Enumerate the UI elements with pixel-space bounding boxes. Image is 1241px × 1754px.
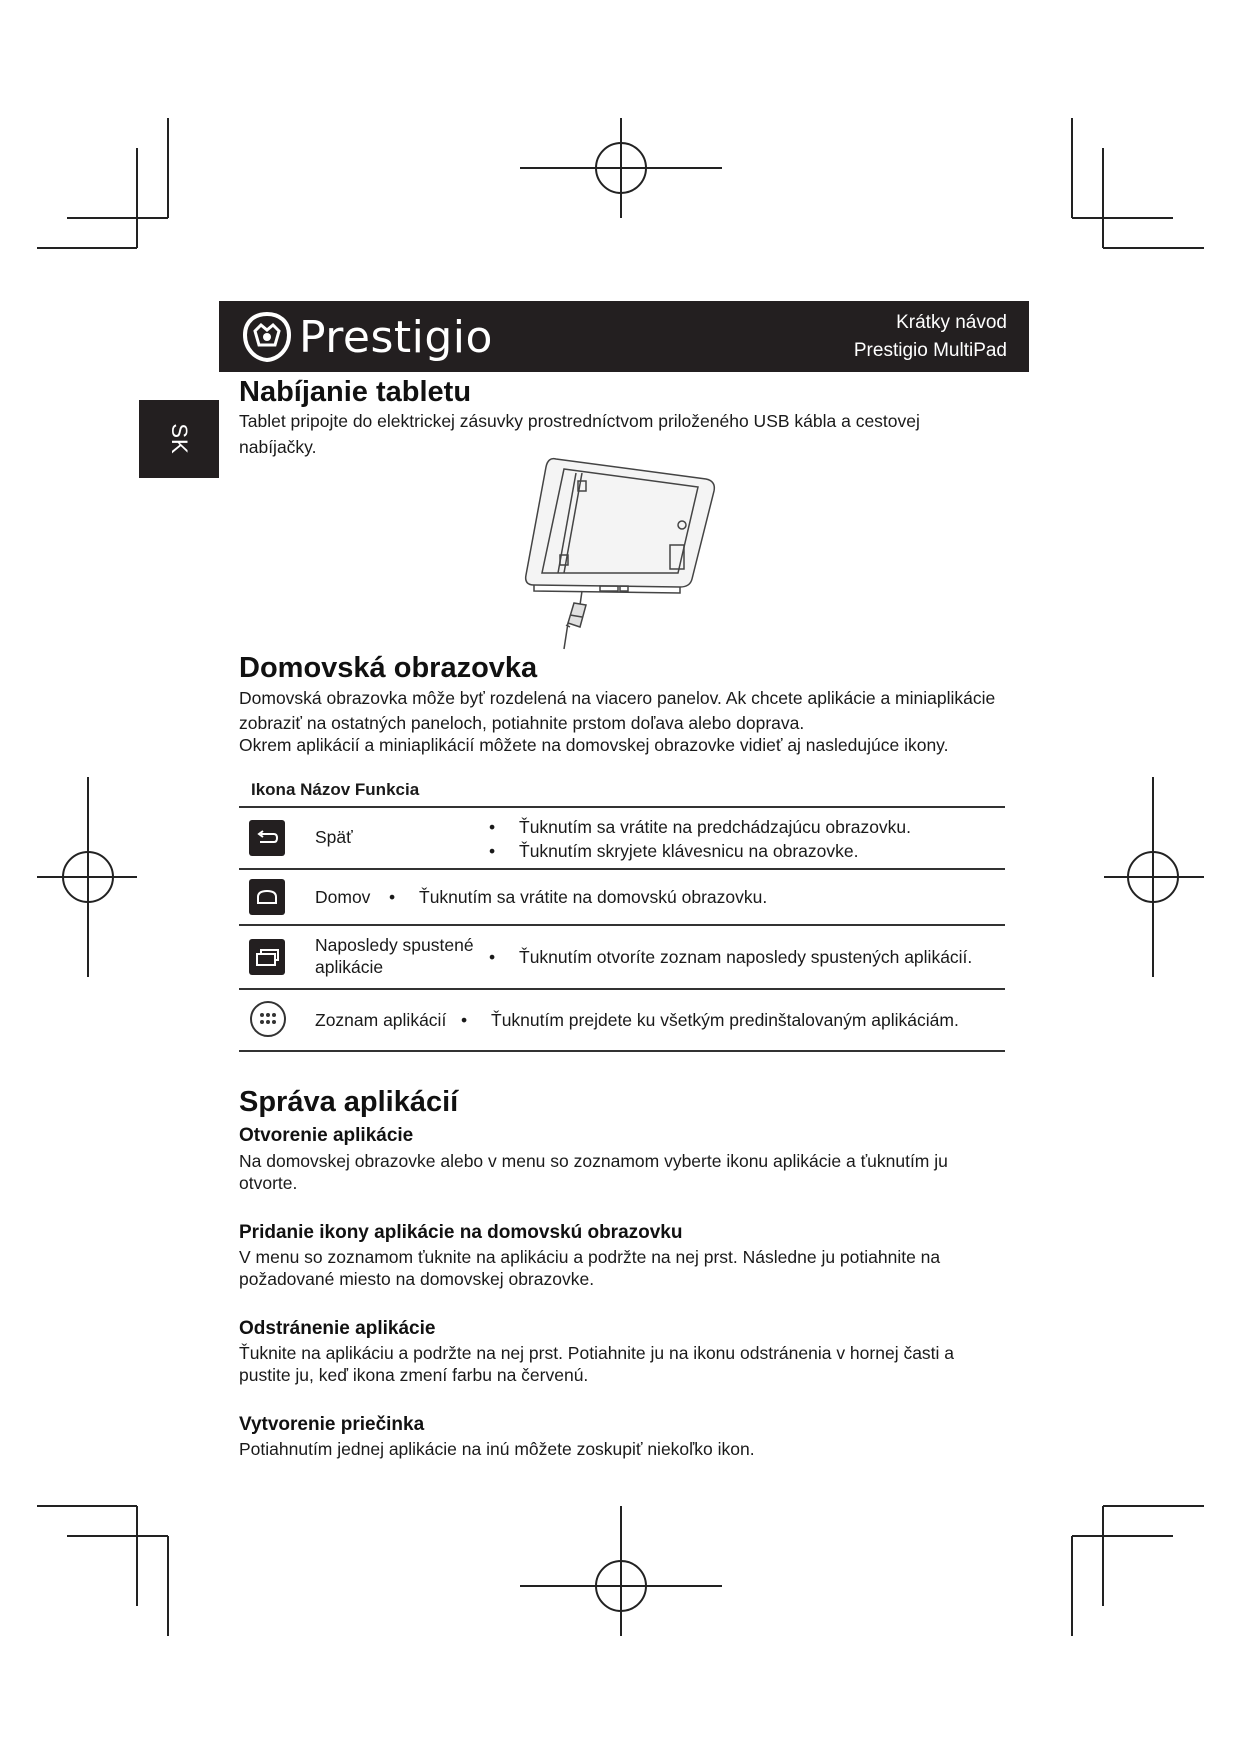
table-row-app-list xyxy=(239,990,1005,1050)
subsection-title-create-folder: Vytvorenie priečinka xyxy=(239,1414,425,1435)
tablet-charging-illustration xyxy=(520,455,720,655)
subsection-title-add-icon: Pridanie ikony aplikácie na domovskú obrazovku xyxy=(239,1222,683,1243)
language-tab xyxy=(139,400,219,478)
subsection-title-remove-app: Odstránenie aplikácie xyxy=(239,1318,436,1339)
table-row-back xyxy=(239,808,1005,868)
prestigio-logo xyxy=(241,309,493,365)
open-app-text-2: otvorte. xyxy=(239,1173,298,1193)
back-icon xyxy=(249,820,285,856)
section-title-app-management: Správa aplikácií xyxy=(239,1086,459,1118)
table-rule-bottom xyxy=(239,1050,1005,1052)
icon-table-header: Ikona Názov Funkcia xyxy=(251,780,420,799)
row-name-home: Domov xyxy=(315,887,371,907)
recent-apps-icon xyxy=(249,939,285,975)
section-title-home-screen: Domovská obrazovka xyxy=(239,652,538,684)
brand-name: Prestigio xyxy=(299,311,493,363)
app-list-icon xyxy=(249,1000,287,1038)
open-app-text-1: Na domovskej obrazovke alebo v menu so zoznamom vyberte ikonu aplikácie a ťuknutím ju xyxy=(239,1151,948,1171)
language-code: SK xyxy=(167,423,192,455)
section-title-charging: Nabíjanie tabletu xyxy=(239,376,472,408)
create-folder-text-1: Potiahnutím jednej aplikácie na inú môžete zoskupiť niekoľko ikon. xyxy=(239,1439,755,1459)
row-recent-apps-function-1: • Ťuknutím otvoríte zoznam naposledy spustených aplikácií. xyxy=(489,947,973,967)
header-info xyxy=(854,309,1007,365)
home-text-3: Okrem aplikácií a miniaplikácií môžete na domovskej obrazovke vidieť aj nasledujúce ikony. xyxy=(239,735,949,755)
header-line-guide: Krátky návod xyxy=(896,312,1007,333)
row-back-function-1: • Ťuknutím sa vrátite na predchádzajúcu obrazovku. xyxy=(489,817,912,837)
home-icon xyxy=(249,879,285,915)
home-text-1: Domovská obrazovka môže byť rozdelená na viacero panelov. Ak chcete aplikácie a miniaplikácie xyxy=(239,688,996,708)
row-name-app-list: Zoznam aplikácií xyxy=(315,1010,447,1030)
table-row-recent-apps xyxy=(239,926,1005,988)
add-icon-text-2: požadované miesto na domovskej obrazovke. xyxy=(239,1269,595,1289)
header-bar xyxy=(219,301,1029,372)
row-name-recent-apps: Naposledy spustené aplikácie xyxy=(315,935,474,977)
row-back-function-2: • Ťuknutím skryjete klávesnicu na obrazovke. xyxy=(489,841,859,861)
header-line-product: Prestigio MultiPad xyxy=(853,340,1007,361)
add-icon-text-1: V menu so zoznamom ťuknite na aplikáciu a podržte na nej prst. Následne ju potiahnite na xyxy=(239,1247,941,1267)
prestigio-emblem-icon xyxy=(241,311,293,363)
remove-app-text-2: pustite ju, keď ikona zmení farbu na červenú. xyxy=(239,1365,589,1385)
subsection-title-open-app: Otvorenie aplikácie xyxy=(239,1125,414,1146)
remove-app-text-1: Ťuknite na aplikáciu a podržte na nej prst. Potiahnite ju na ikonu odstránenia v hornej časti a xyxy=(239,1343,955,1363)
row-home-function-1: • Ťuknutím sa vrátite na domovskú obrazovku. xyxy=(389,887,768,907)
table-row-home xyxy=(239,870,1005,924)
charging-text-2: nabíjačky. xyxy=(239,437,317,457)
row-app-list-function-1: • Ťuknutím prejdete ku všetkým predinštalovaným aplikáciám. xyxy=(461,1010,959,1030)
row-name-back: Späť xyxy=(315,827,353,847)
charging-text-1: Tablet pripojte do elektrickej zásuvky prostredníctvom priloženého USB kábla a cestovej xyxy=(239,411,920,431)
home-text-2: zobraziť na ostatných paneloch, potiahnite prstom doľava alebo doprava. xyxy=(239,713,805,733)
